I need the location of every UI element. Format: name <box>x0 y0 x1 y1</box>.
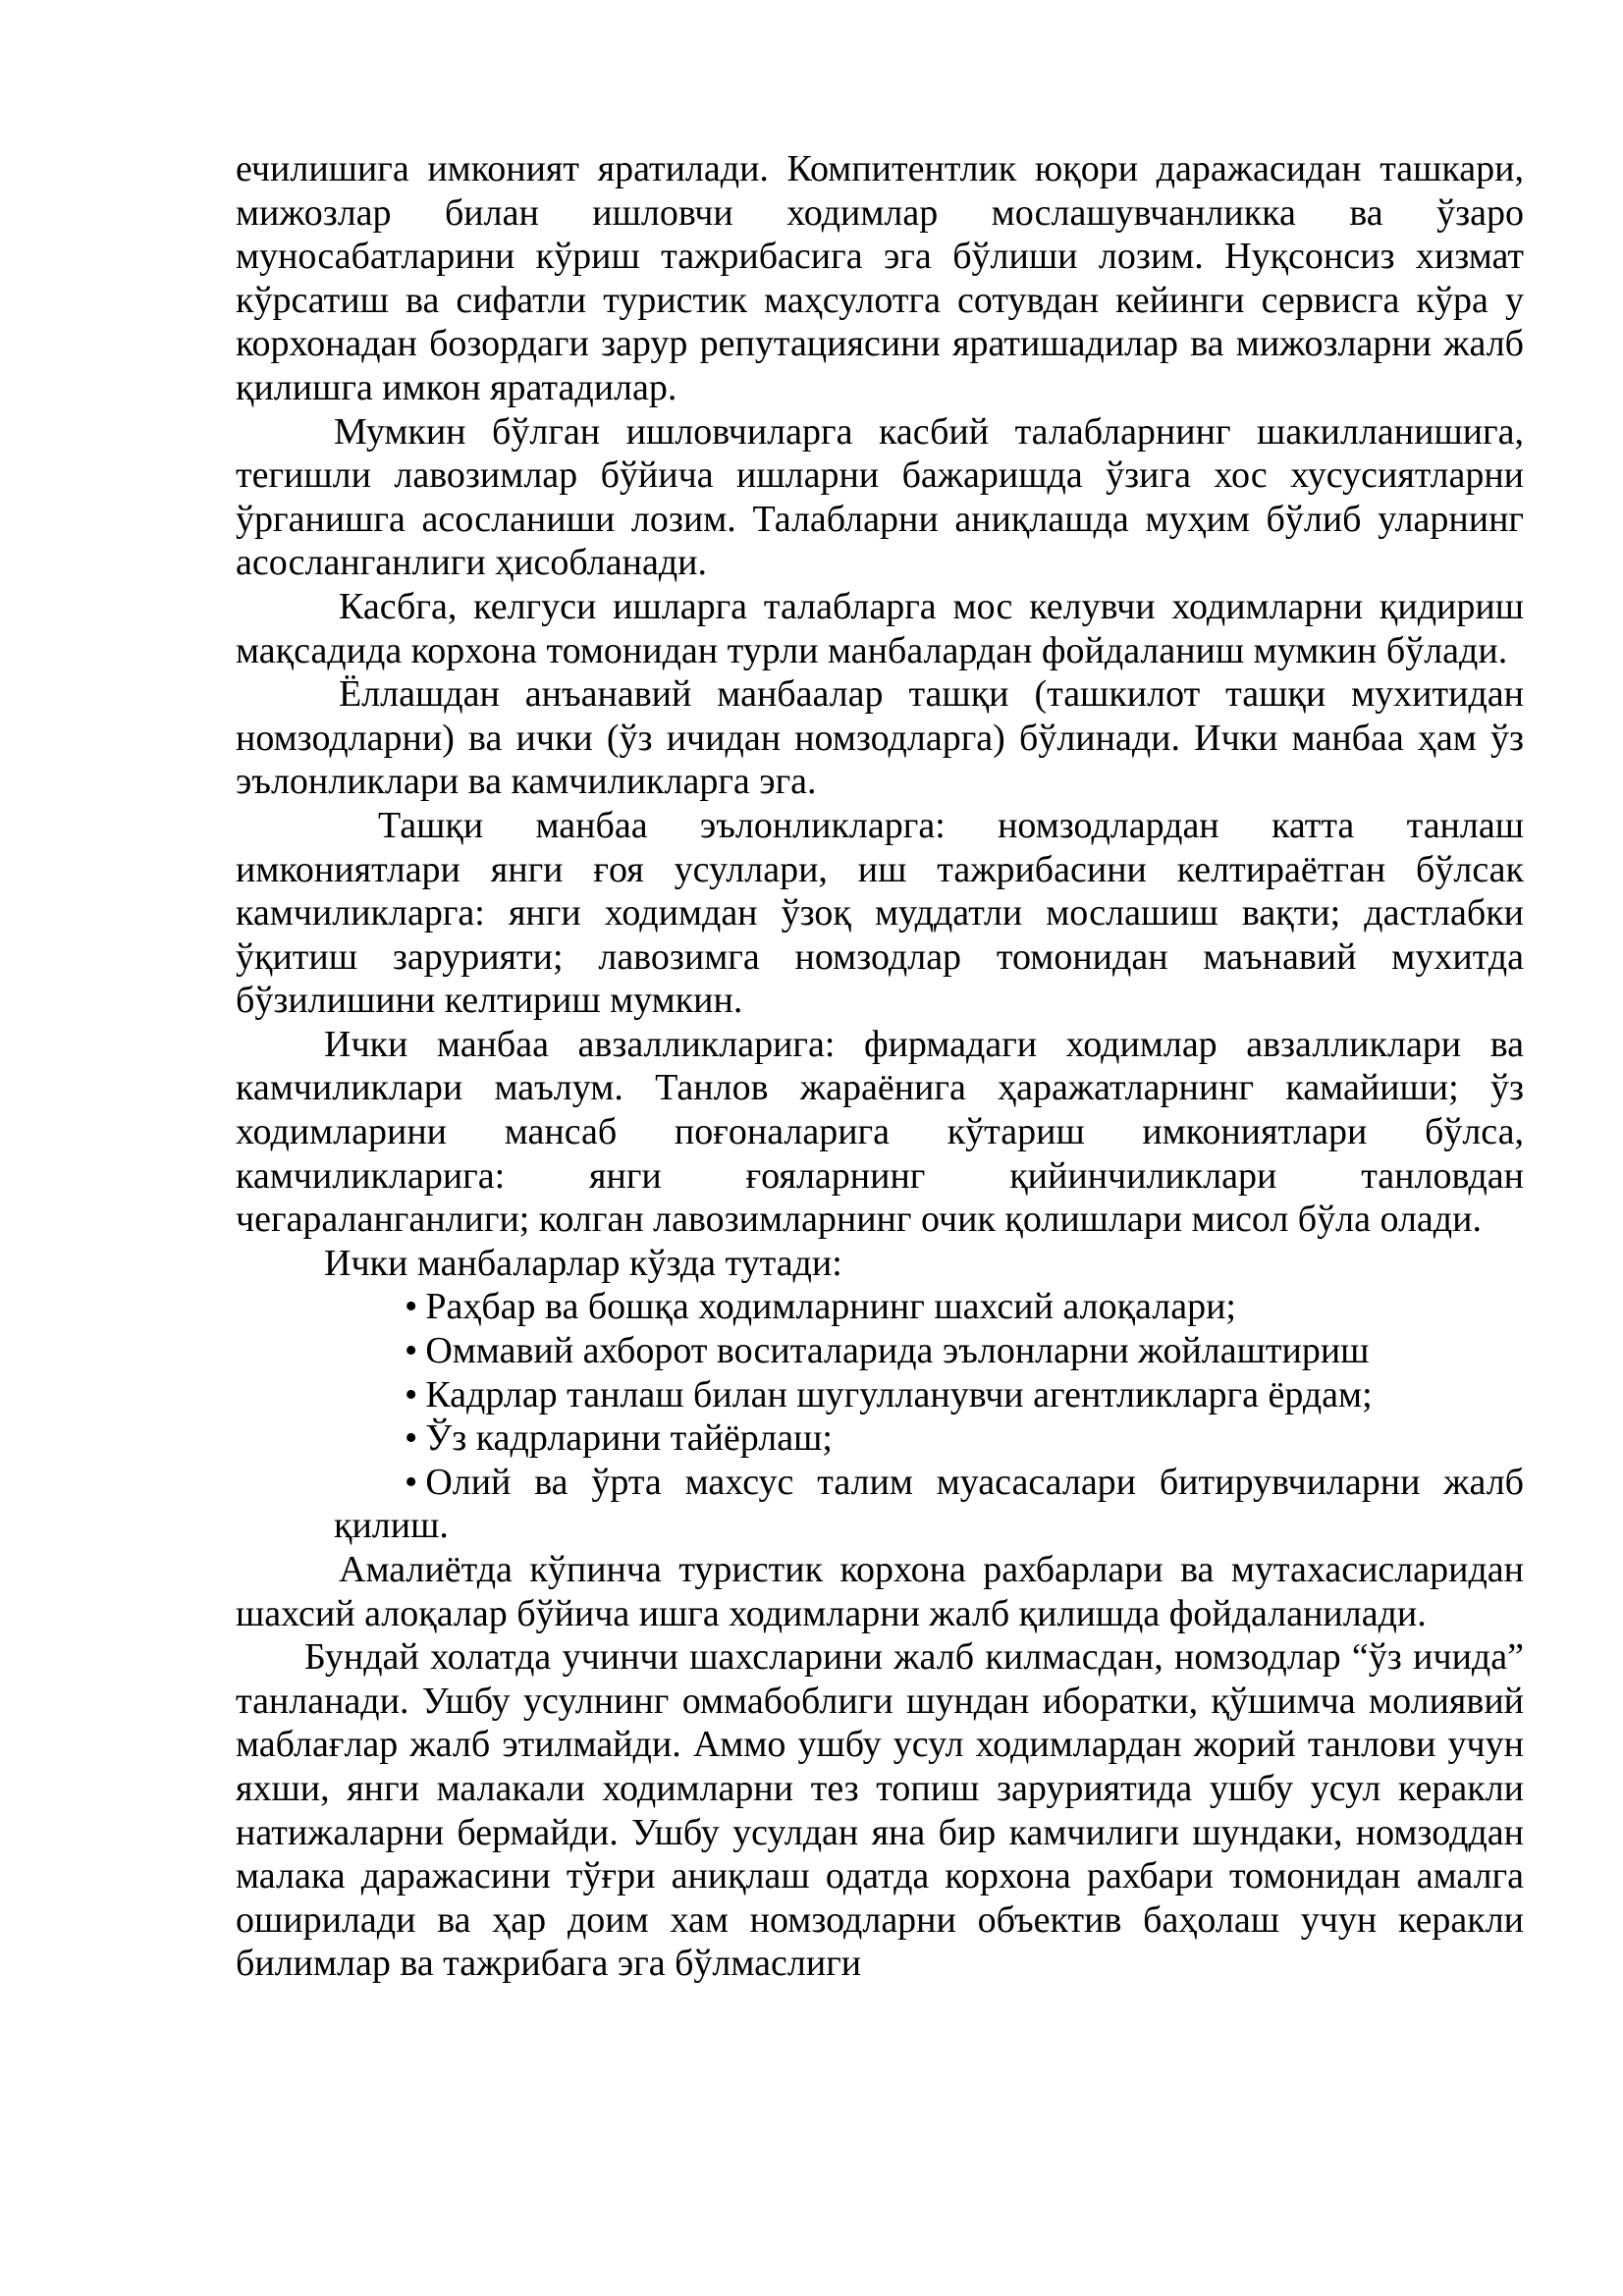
paragraph-list-intro: Ички манбаларлар кўзда тутади: <box>324 1242 842 1284</box>
paragraph-requirements: Мумкин бўлган ишловчиларга касбий талабларнинг шакилланишига, тегишли лавозимлар бўйича ишларни бажаришда ўзига хос хусусиятларни ўрганишга асосланиши лозим. Талабларни аниқлашда муҳим бўлиб уларнинг асосланганлиги ҳисобланади. <box>236 410 1524 584</box>
bullet-icon: • <box>405 1286 418 1328</box>
paragraph-method-drawbacks: Бундай холатда учинчи шахсларини жалб килмасдан, номзодлар “ўз ичида” танланади. Ушбу усулнинг оммабоблиги шундан иборатки, қўшимча молиявий маблағлар жалб этилмайди. Аммо ушбу усул ходимлардан жорий танлови учун яхши, янги малакали ходимларни тез топиш заруриятида ушбу усул керакли натижаларни бермайди. Ушбу усулдан яна бир камчилиги шундаки, номзоддан малака даражасини тўғри аниқлаш одатда корхона рахбари томонидан амалга оширилади ва ҳар доим хам номзодларни объектив баҳолаш учун керакли билимлар ва тажрибага эга бўлмаслиги <box>236 1636 1524 1985</box>
bullet-icon: • <box>405 1373 418 1415</box>
list-item-text: Олий ва ўрта махсус талим муасасалари битирувчиларни жалб қилиш. <box>334 1461 1524 1547</box>
paragraph-internal-source: Ички манбаа авзалликларига: фирмадаги ходимлар авзалликлари ва камчиликлари маълум. Танлов жараёнига ҳаражатларнинг камайиши; ўз ходимларини мансаб поғоналарига кўтариш имкониятлари бўлса, камчиликларига: янги ғояларнинг қийинчиликлари танловдан чегараланганлиги; колган лавозимларнинг очик қолишлари мисол бўла олади. <box>236 1023 1524 1241</box>
paragraph-external-source: Ташқи манбаа эълонликларга: номзодлардан катта танлаш имкониятлари янги ғоя усуллари, иш тажрибасини келтираётган бўлсак камчиликларга: янги ходимдан ўзоқ муддатли мослашиш вақти; дастлабки ўқитиш зарурияти; лавозимга номзодлар томонидан маънавий мухитда бўзилишини келтириш мумкин. <box>236 804 1524 1022</box>
paragraph-recruitment-sources: Ёллашдан анъанавий манбаалар ташқи (ташкилот ташқи мухитидан номзодларни) ва ички (ўз ичидан номзодларга) бўлинади. Ички манбаа ҳам ўз эълонликлари ва камчиликларга эга. <box>236 673 1524 803</box>
list-item <box>236 1285 1524 1329</box>
list-item-text: Ўз кадрларини тайёрлаш; <box>425 1417 833 1460</box>
list-item <box>236 1329 1524 1373</box>
list-item <box>236 1416 1524 1461</box>
list-item-text: Кадрлар танлаш билан шугулланувчи агентликларга ёрдам; <box>425 1373 1373 1415</box>
list-item-text: Раҳбар ва бошқа ходимларнинг шахсий алоқалари; <box>425 1286 1236 1328</box>
paragraph-sources: Касбга, келгуси ишларга талабларга мос келувчи ходимларни қидириш мақсадида корхона томонидан турли манбалардан фойдаланиш мумкин бўлади. <box>236 585 1524 671</box>
paragraph-intro: ечилишига имконият яратилади. Компитентлик юқори даражасидан ташкари, мижозлар билан ишловчи ходимлар мослашувчанликка ва ўзаро муносабатларини кўриш тажрибасига эга бўлиши лозим. Нуқсонсиз хизмат кўрсатиш ва сифатли туристик маҳсулотга сотувдан кейинги сервисга кўра у корхонадан бозордаги зарур репутациясини яратишадилар ва мижозларни жалб қилишга имкон яратадилар. <box>236 148 1524 408</box>
list-item <box>236 1373 1524 1417</box>
bullet-icon: • <box>405 1461 418 1503</box>
bullet-icon: • <box>405 1330 418 1372</box>
document-page <box>236 147 1524 1986</box>
list-item-text: Оммавий ахборот воситаларида эълонларни жойлаштириш <box>425 1330 1370 1372</box>
list-item <box>236 1461 1524 1548</box>
paragraph-practice: Амалиётда кўпинча туристик корхона рахбарлари ва мутахасисларидан шахсий алоқалар бўйича ишга ходимларни жалб қилишда фойдаланилади. <box>236 1549 1524 1634</box>
bullet-list <box>236 1285 1524 1548</box>
bullet-icon: • <box>405 1417 418 1460</box>
